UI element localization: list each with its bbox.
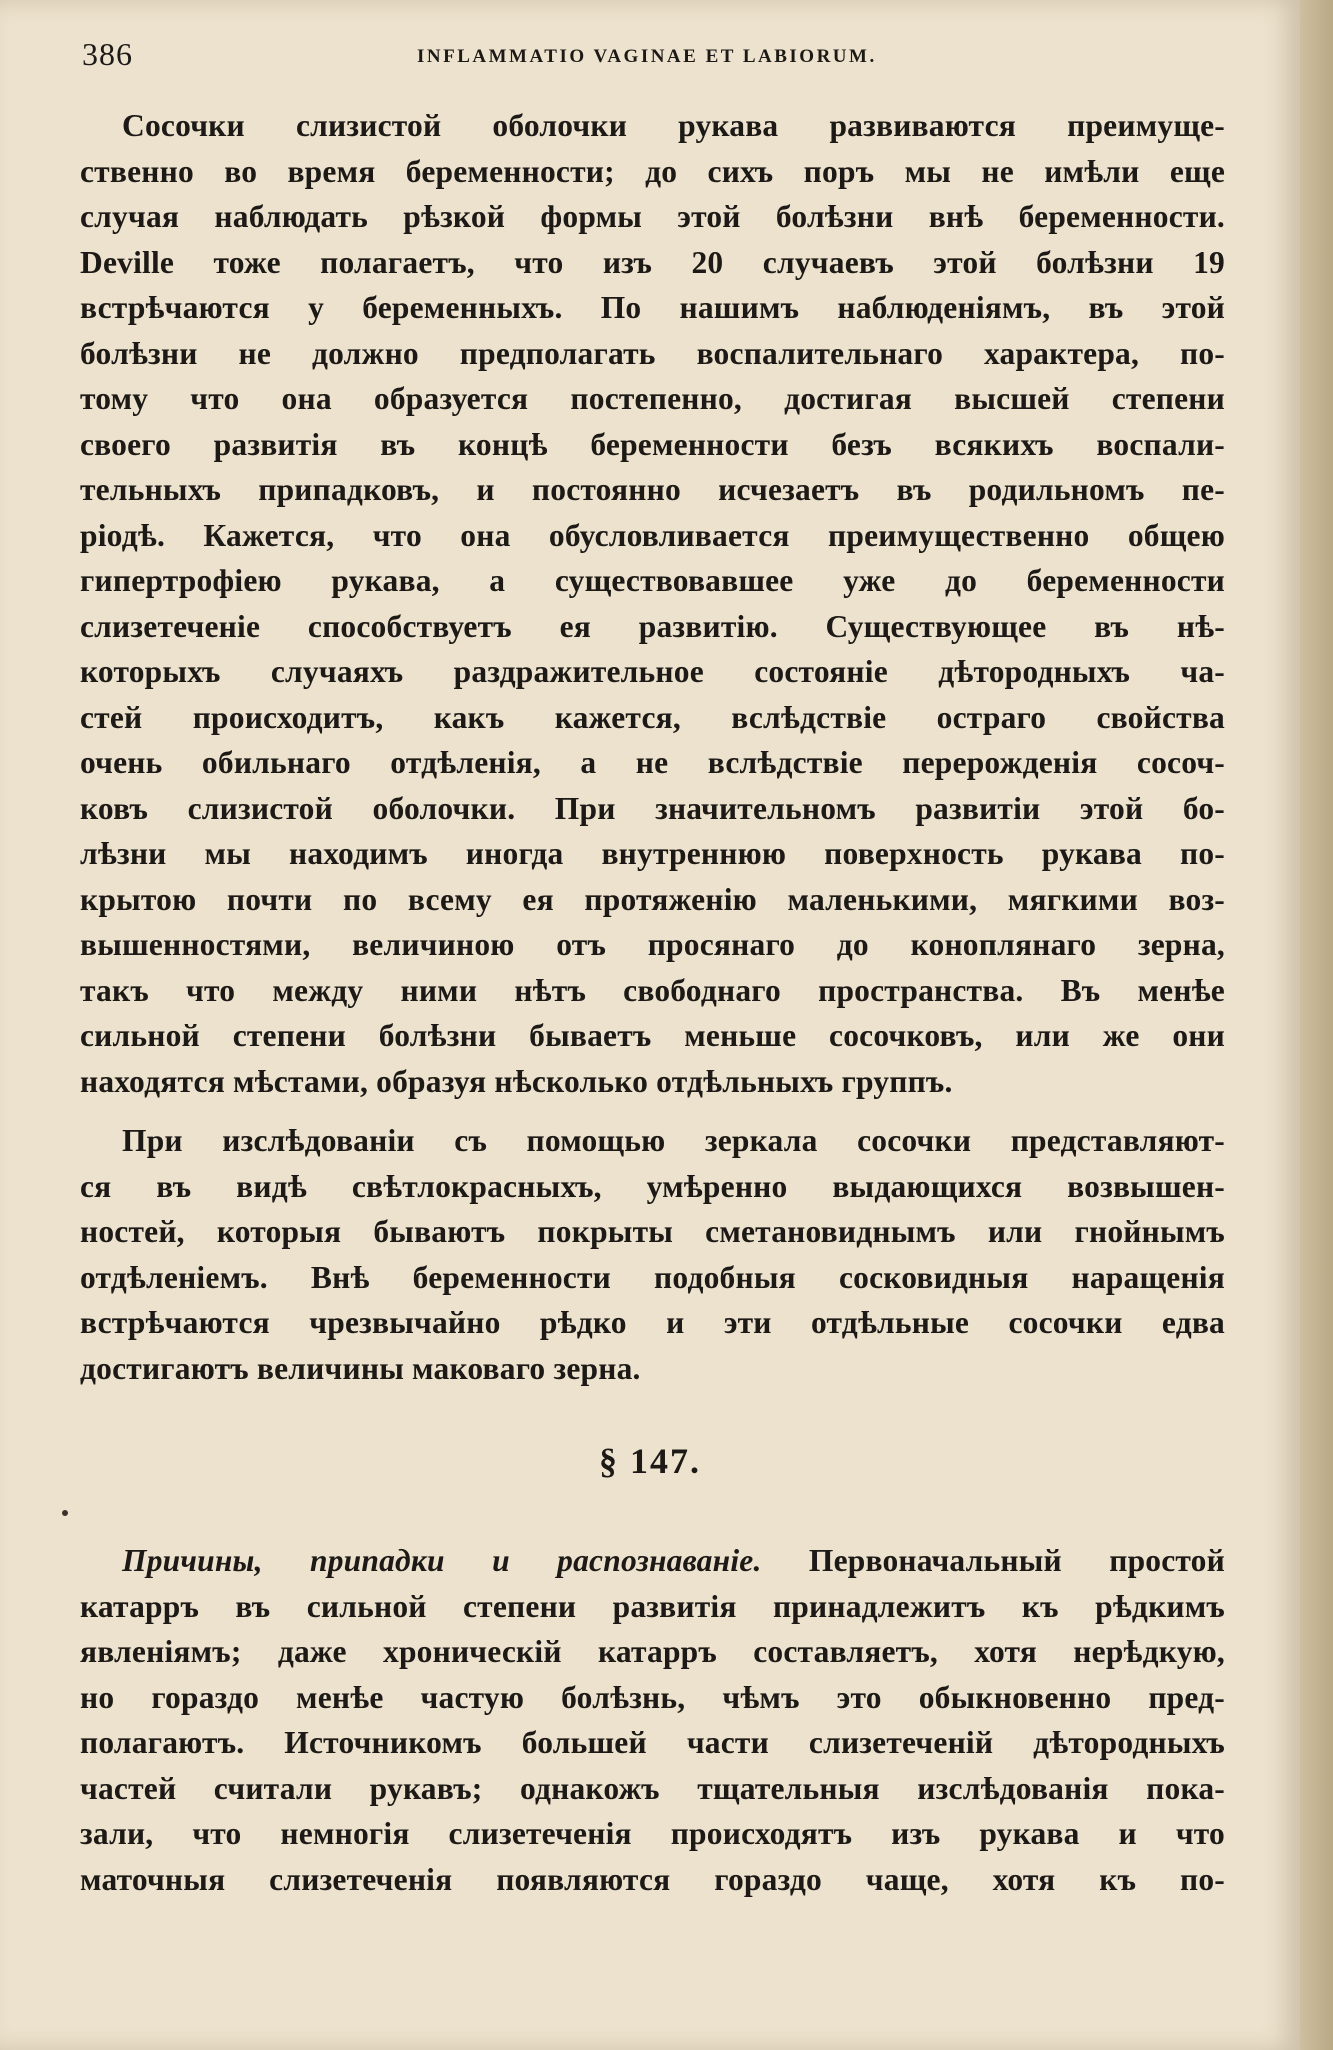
text-line: слизетеченіе способствуетъ ея развитію. Существующее въ нѣ-	[80, 608, 1225, 644]
text-line: встрѣчаются чрезвычайно рѣдко и эти отдѣльные сосочки едва	[80, 1305, 1225, 1340]
text-line: явленіямъ; даже хроническій катарръ составляетъ, хотя нерѣдкую,	[80, 1634, 1225, 1669]
text-line: крытою почти по всему ея протяженію маленькими, мягкими воз-	[80, 881, 1225, 917]
text-line: такъ что между ними нѣтъ свободнаго пространства. Въ менѣе	[80, 972, 1225, 1008]
text-line: вышенностями, величиною отъ просянаго до коноплянаго зерна,	[80, 927, 1225, 962]
text-line: ся въ видѣ свѣтлокрасныхъ, умѣренно выдающихся возвышен-	[80, 1168, 1225, 1204]
page-header	[82, 36, 1240, 76]
paragraph-3-lead: Причины, припадки и распознаваніе.	[122, 1543, 762, 1578]
paragraph-3-first-line-text: Первоначальный простой	[808, 1543, 1225, 1578]
paragraph-2	[80, 1118, 1225, 1391]
page-number: 386	[82, 36, 133, 72]
text-line: случая наблюдать рѣзкой формы этой болѣзни внѣ беременности.	[80, 199, 1225, 234]
text-line: Deville тоже полагаетъ, что изъ 20 случаевъ этой болѣзни 19	[80, 244, 1225, 280]
text-line: находятся мѣстами, образуя нѣсколько отдѣльныхъ группъ.	[80, 1063, 953, 1099]
text-line: ковъ слизистой оболочки. При значительномъ развитіи этой бо-	[80, 790, 1225, 826]
ink-spot	[62, 1510, 68, 1516]
text-line: сильной степени болѣзни бываетъ меньше сосочковъ, или же они	[80, 1018, 1225, 1053]
text-line: лѣзни мы находимъ иногда внутреннюю поверхность рукава по-	[80, 836, 1225, 871]
text-line: Сосочки слизистой оболочки рукава развиваются преимуще-	[122, 108, 1225, 143]
text-line: При изслѣдованіи съ помощью зеркала сосочки представляют-	[122, 1123, 1225, 1158]
text-line: гипертрофіею рукава, а существовавшее уже до беременности	[80, 563, 1225, 598]
text-line: ственно во время беременности; до сихъ поръ мы не имѣли еще	[80, 153, 1225, 189]
text-line: болѣзни не должно предполагать воспалительнаго характера, по-	[80, 335, 1225, 371]
text-line: ріодѣ. Кажется, что она обусловливается преимущественно общею	[80, 517, 1225, 553]
text-line: встрѣчаются у беременныхъ. По нашимъ наблюденіямъ, въ этой	[80, 290, 1225, 325]
running-head: INFLAMMATIO VAGINAE ET LABIORUM.	[417, 46, 877, 67]
text-line: отдѣленіемъ. Внѣ беременности подобныя сосковидныя наращенія	[80, 1259, 1225, 1295]
paragraph-3	[80, 1538, 1225, 1902]
text-line: катарръ въ сильной степени развитія принадлежитъ къ рѣдкимъ	[80, 1588, 1225, 1624]
text-line: ностей, которыя бываютъ покрыты сметановиднымъ или гнойнымъ	[80, 1214, 1225, 1249]
book-spine-shadow	[1300, 0, 1333, 2050]
text-line: полагаютъ. Источникомъ большей части слизетеченій дѣтородныхъ	[80, 1725, 1225, 1760]
text-line: своего развитія въ концѣ беременности безъ всякихъ воспали-	[80, 426, 1225, 462]
section-heading: § 147.	[599, 1441, 701, 1481]
paragraph-1	[80, 103, 1225, 1104]
text-line: но гораздо менѣе частую болѣзнь, чѣмъ это обыкновенно пред-	[80, 1679, 1225, 1715]
text-line: стей происходитъ, какъ кажется, вслѣдствіе остраго свойства	[80, 699, 1225, 735]
text-line: очень обильнаго отдѣленія, а не вслѣдствіе перерожденія сосоч-	[80, 745, 1225, 780]
text-line: тельныхъ припадковъ, и постоянно исчезаетъ въ родильномъ пе-	[80, 472, 1225, 507]
paragraph-3-first-line	[80, 1538, 1225, 1584]
text-line: зали, что немногія слизетеченія происходятъ изъ рукава и что	[80, 1816, 1225, 1851]
text-line: частей считали рукавъ; однакожъ тщательныя изслѣдованія пока-	[80, 1770, 1225, 1806]
text-line: которыхъ случаяхъ раздражительное состояніе дѣтородныхъ ча-	[80, 654, 1225, 689]
text-line: достигаютъ величины маковаго зерна.	[80, 1350, 641, 1386]
text-line: тому что она образуется постепенно, достигая высшей степени	[80, 381, 1225, 416]
text-line: маточныя слизетеченія появляются гораздо чаще, хотя къ по-	[80, 1861, 1225, 1897]
